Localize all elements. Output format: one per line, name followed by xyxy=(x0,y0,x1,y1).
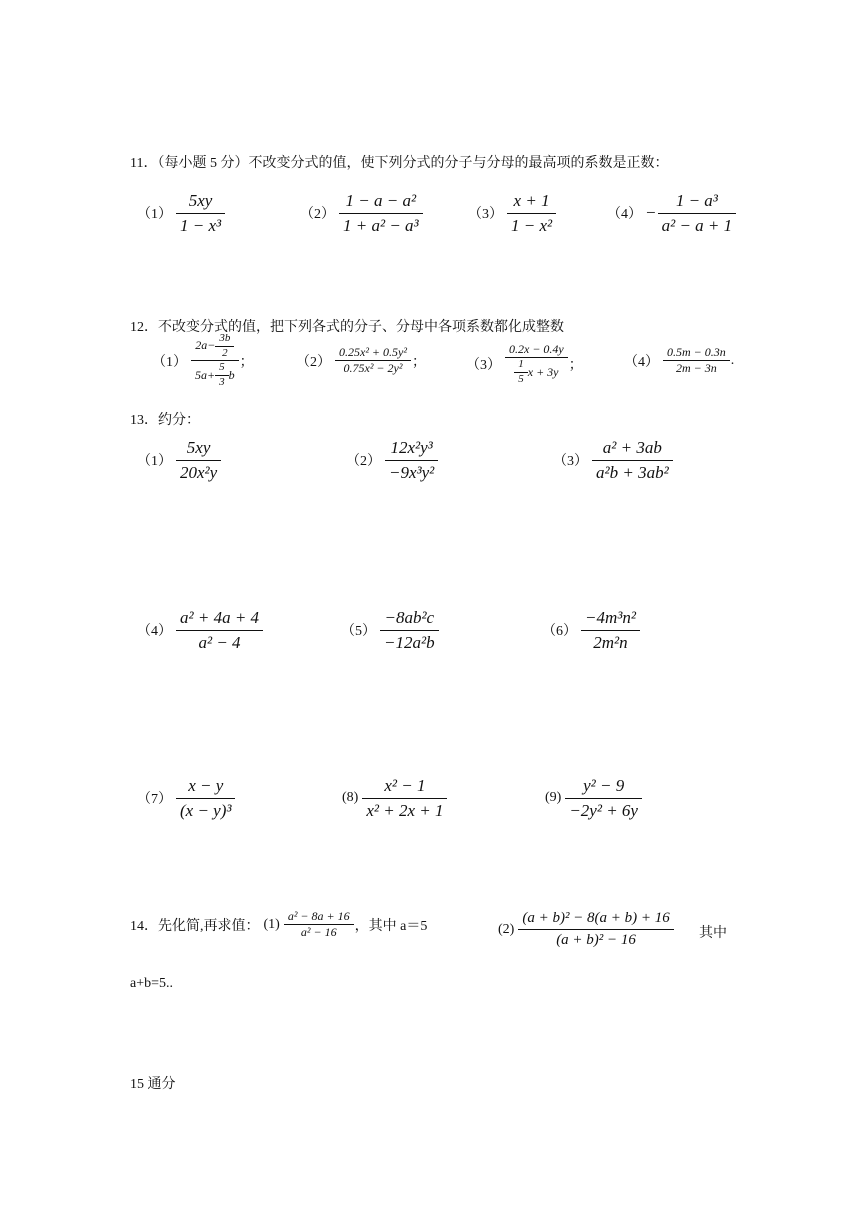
q12-item-3 xyxy=(466,343,583,385)
fraction xyxy=(507,191,556,235)
numerator: a² − 8a + 16 xyxy=(287,909,350,923)
numerator: 1 − a³ xyxy=(675,191,718,210)
fraction xyxy=(335,346,411,375)
q11-item-1 xyxy=(137,191,225,235)
numerator: −4m³n² xyxy=(585,608,636,627)
q13-item-5 xyxy=(341,608,439,652)
fraction-bar xyxy=(176,460,221,461)
part-label: (2) xyxy=(498,921,515,937)
denominator: a²b + 3ab² xyxy=(596,462,669,482)
fraction-bar xyxy=(339,213,423,214)
denominator: a² − 4 xyxy=(198,632,241,652)
denominator: x² + 2x + 1 xyxy=(366,800,444,820)
fraction xyxy=(505,343,568,385)
numerator: 0.25x² + 0.5y² xyxy=(339,345,407,359)
part-label: (1) xyxy=(263,916,280,932)
denominator: −2y² + 6y xyxy=(569,800,638,820)
inner-fraction xyxy=(215,362,229,388)
fraction-bar xyxy=(505,357,568,358)
numerator: 0.5m − 0.3n xyxy=(667,345,726,359)
q12-item-2 xyxy=(296,346,426,375)
fraction xyxy=(176,438,221,482)
q13-item-6 xyxy=(542,608,640,652)
fraction xyxy=(339,191,423,235)
item-label: （5） xyxy=(341,624,376,640)
numerator xyxy=(191,333,238,359)
denominator: (a + b)² − 16 xyxy=(556,932,636,949)
item-label: （6） xyxy=(542,624,577,640)
inner-fraction xyxy=(514,359,528,385)
fraction xyxy=(284,910,354,939)
fraction-bar xyxy=(176,798,235,799)
denominator-variable: b xyxy=(228,367,235,382)
punctuation: ； xyxy=(239,354,254,370)
item-label: （2） xyxy=(346,454,381,470)
numerator: 1 − a − a² xyxy=(345,191,417,210)
denominator: 1 − x² xyxy=(511,215,553,235)
numerator: x − y xyxy=(188,776,224,795)
denominator: −9x³y² xyxy=(389,462,435,482)
item-label: (8) xyxy=(342,790,359,806)
q12-item-1 xyxy=(152,333,254,388)
fraction-bar xyxy=(658,213,737,214)
fraction xyxy=(380,608,439,652)
q13-item-1 xyxy=(137,438,221,482)
numerator-term: 2a− xyxy=(195,338,216,353)
denominator: (x − y)³ xyxy=(180,800,232,820)
q12-heading: 12．不改变分式的值，把下列各式的分子、分母中各项系数都化成整数 xyxy=(130,320,564,335)
q13-item-8 xyxy=(342,776,447,820)
q13-item-2 xyxy=(346,438,438,482)
denominator: a² − 16 xyxy=(300,925,337,940)
denominator: 2m − 3n xyxy=(676,361,717,376)
denominator: a² − a + 1 xyxy=(661,215,733,235)
denominator: 0.75x² − 2y² xyxy=(343,361,403,376)
fraction xyxy=(362,776,447,820)
q13-item-9 xyxy=(545,776,642,820)
q13-item-4 xyxy=(137,608,263,652)
inner-numerator: 3b xyxy=(219,332,231,344)
fraction xyxy=(565,776,642,820)
denominator: 1 + a² − a³ xyxy=(343,215,419,235)
q12-item-4 xyxy=(624,346,734,375)
denominator: 20x²y xyxy=(180,462,218,482)
item-label: (9) xyxy=(545,790,562,806)
fraction xyxy=(176,191,225,235)
item-label: （1） xyxy=(137,207,172,223)
denominator-term: 5a+ xyxy=(195,367,216,382)
item-label: （4） xyxy=(137,624,172,640)
inner-denominator: 2 xyxy=(222,346,228,359)
inner-fraction xyxy=(215,333,234,359)
denominator: 2m²n xyxy=(593,632,628,652)
inner-denominator: 5 xyxy=(518,372,524,385)
item-label: （4） xyxy=(624,354,659,370)
fraction xyxy=(663,346,730,375)
complex-fraction xyxy=(191,333,239,388)
minus-sign: − xyxy=(646,203,656,223)
numerator: a² + 4a + 4 xyxy=(180,608,260,627)
numerator: (a + b)² − 8(a + b) + 16 xyxy=(522,910,670,926)
item-label: （3） xyxy=(553,454,588,470)
numerator: y² − 9 xyxy=(583,776,625,795)
numerator: 5xy xyxy=(186,438,211,457)
fraction xyxy=(518,910,673,950)
q13-item-7 xyxy=(137,776,235,820)
q11-heading: 11．（每小题 5 分）不改变分式的值，使下列分式的分子与分母的最高项的系数是正数： xyxy=(130,156,669,171)
numerator: 12x²y³ xyxy=(390,438,433,457)
fraction-bar xyxy=(362,798,447,799)
q13-item-3 xyxy=(553,438,673,482)
q11-item-3 xyxy=(468,191,556,235)
fraction xyxy=(385,438,438,482)
numerator: 0.2x − 0.4y xyxy=(509,342,564,356)
item-label: （4） xyxy=(607,207,642,223)
fraction-bar xyxy=(565,798,642,799)
numerator: a² + 3ab xyxy=(602,438,662,457)
numerator: x + 1 xyxy=(513,191,550,210)
fraction xyxy=(592,438,673,482)
fraction xyxy=(581,608,640,652)
q14-line xyxy=(130,910,427,939)
fraction xyxy=(658,191,737,235)
q13-heading: 13．约分： xyxy=(130,413,200,428)
q15-heading: 15 通分 xyxy=(130,1077,176,1092)
punctuation: . xyxy=(730,352,735,368)
item-label: （1） xyxy=(152,354,187,370)
denominator xyxy=(191,362,239,388)
denominator xyxy=(510,359,562,385)
item-label: （1） xyxy=(137,454,172,470)
fraction-bar xyxy=(176,630,263,631)
inner-denominator: 3 xyxy=(219,375,225,388)
numerator: 5xy xyxy=(188,191,213,210)
fraction-bar xyxy=(380,630,439,631)
q14-heading: 14．先化简,再求值： xyxy=(130,918,260,934)
item-label: （2） xyxy=(296,354,331,370)
fraction-bar xyxy=(507,213,556,214)
denominator-rest: x + 3y xyxy=(527,364,559,379)
fraction-bar xyxy=(385,460,438,461)
fraction xyxy=(176,608,263,652)
numerator: x² − 1 xyxy=(384,776,426,795)
q11-item-2 xyxy=(300,191,423,235)
q14-continuation: a+b=5.. xyxy=(130,976,174,991)
denominator: 1 − x³ xyxy=(180,215,222,235)
inner-numerator: 5 xyxy=(219,361,225,374)
item-label: （3） xyxy=(468,207,503,223)
fraction-bar xyxy=(592,460,673,461)
q14-condition-2: 其中 xyxy=(699,926,727,941)
denominator: −12a²b xyxy=(384,632,435,652)
punctuation: ； xyxy=(568,358,583,374)
item-label: （2） xyxy=(300,207,335,223)
q11-item-4 xyxy=(607,191,736,235)
condition-text: ，其中 a＝5 xyxy=(354,918,428,934)
inner-numerator: 1 xyxy=(518,358,524,371)
punctuation: ； xyxy=(411,354,426,370)
q14-part-2 xyxy=(498,910,674,950)
numerator: −8ab²c xyxy=(384,608,435,627)
fraction-bar xyxy=(518,929,673,930)
item-label: （3） xyxy=(466,358,501,374)
fraction-bar xyxy=(581,630,640,631)
fraction-bar xyxy=(191,360,239,361)
fraction-bar xyxy=(176,213,225,214)
item-label: （7） xyxy=(137,792,172,808)
fraction xyxy=(176,776,235,820)
